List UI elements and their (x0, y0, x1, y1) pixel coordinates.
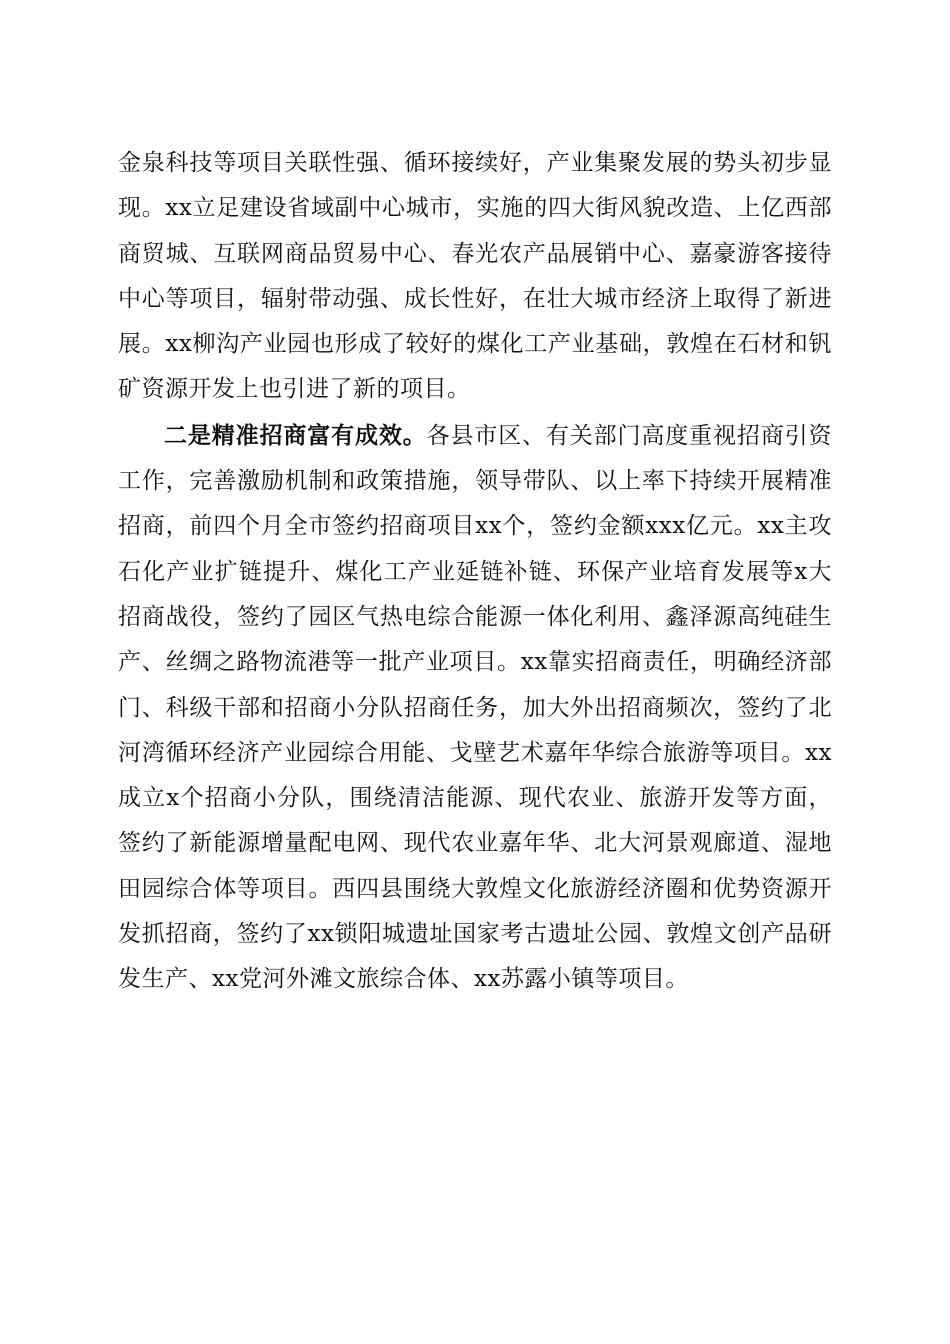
paragraph-body-text: 各县市区、有关部门高度重视招商引资工作，完善激励机制和政策措施，领导带队、以上率下持续开展精准招商，前四个月全市签约招商项目xx个，签约金额xxx亿元。xx主攻石化产业扩链提升、煤化工产业延链补链、环保产业培育发展等x大招商战役，签约了园区气热电综合能源一体化利用、鑫泽源高纯硅生产、丝绸之路物流港等一批产业项目。xx靠实招商责任，明确经济部门、科级干部和招商小分队招商任务，加大外出招商频次，签约了北河湾循环经济产业园综合用能、戈壁艺术嘉年华综合旅游等项目。xx成立x个招商小分队，围绕清洁能源、现代农业、旅游开发等方面，签约了新能源增量配电网、现代农业嘉年华、北大河景观廊道、湿地田园综合体等项目。西四县围绕大敦煌文化旅游经济圈和优势资源开发抓招商，签约了xx锁阳城遗址国家考古遗址公园、敦煌文创产品研发生产、xx党河外滩文旅综合体、xx苏露小镇等项目。 (118, 422, 833, 993)
paragraph-lead-heading: 二是精准招商富有成效。 (164, 421, 427, 449)
paragraph-investment-promotion (118, 413, 832, 1003)
document-body (118, 141, 832, 1003)
paragraph-continuation: 金泉科技等项目关联性强、循环接续好，产业集聚发展的势头初步显现。xx立足建设省域副中心城市，实施的四大街风貌改造、上亿西部商贸城、互联网商品贸易中心、春光农产品展销中心、嘉豪游客接待中心等项目，辐射带动强、成长性好，在壮大城市经济上取得了新进展。xx柳沟产业园也形成了较好的煤化工产业基础，敦煌在石材和钒矿资源开发上也引进了新的项目。 (118, 150, 832, 403)
